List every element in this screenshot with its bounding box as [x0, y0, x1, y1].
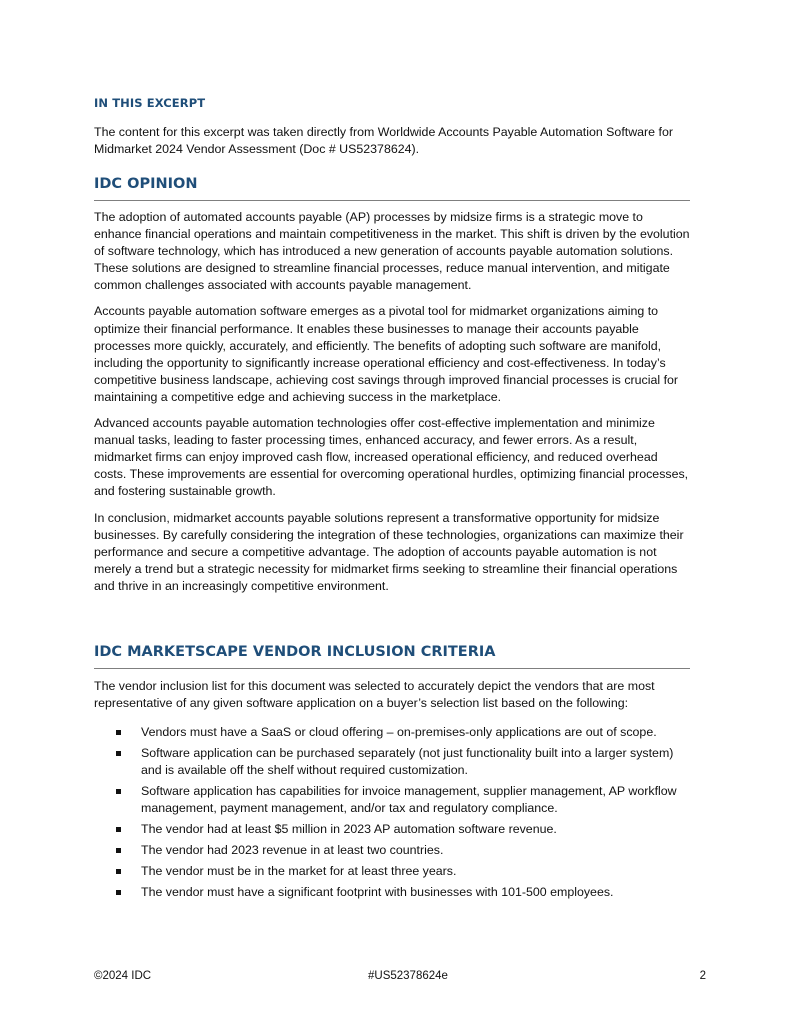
list-item-text: The vendor must be in the market for at least three years. — [141, 864, 457, 878]
list-item — [94, 884, 690, 901]
opinion-heading: IDC OPINION — [94, 176, 690, 201]
list-item-text: Software application has capabilities for invoice management, supplier management, AP workflow management, payment management, and/or tax and regulatory compliance. — [141, 784, 677, 815]
footer-page-number: 2 — [699, 970, 706, 982]
bullet-square-icon — [116, 890, 121, 895]
bullet-square-icon — [116, 869, 121, 874]
list-item-text: Vendors must have a SaaS or cloud offering – on-premises-only applications are out of scope. — [141, 725, 657, 739]
list-item-text: The vendor must have a significant footprint with businesses with 101-500 employees. — [141, 885, 614, 899]
opinion-paragraph: The adoption of automated accounts payable (AP) processes by midsize firms is a strategic move to enhance financial operations and maintain competitiveness in the market. This shift is driven by the evolution of software technology, which has introduced a new generation of accounts payable automation solutions. These solutions are designed to streamline financial processes, reduce manual intervention, and mitigate common challenges associated with accounts payable management. — [94, 210, 690, 293]
list-item-text: The vendor had at least $5 million in 2023 AP automation software revenue. — [141, 822, 557, 836]
excerpt-label: IN THIS EXCERPT — [94, 96, 206, 110]
criteria-intro-block — [94, 678, 690, 721]
criteria-intro: The vendor inclusion list for this document was selected to accurately depict the vendors that are most representative of any given software application on a buyer’s selection list based on the following: — [94, 679, 655, 711]
list-item-text: Software application can be purchased separately (not just functionality built into a larger system) and is available off the shelf without required customization. — [141, 746, 674, 777]
list-item — [94, 745, 690, 779]
bullet-square-icon — [116, 730, 121, 735]
list-item — [94, 842, 690, 859]
footer-copyright: ©2024 IDC — [94, 970, 152, 982]
list-item — [94, 821, 690, 838]
bullet-square-icon — [116, 789, 121, 794]
bullet-square-icon — [116, 827, 121, 832]
list-item-text: The vendor had 2023 revenue in at least two countries. — [141, 843, 444, 857]
list-item — [94, 783, 690, 817]
bullet-square-icon — [116, 848, 121, 853]
list-item — [94, 863, 690, 880]
opinion-paragraph: Advanced accounts payable automation technologies offer cost-effective implementation and minimize manual tasks, leading to faster processing times, enhanced accuracy, and fewer errors. As a result, midmarket firms can enjoy improved cash flow, increased operational efficiency, and reduced overhead costs. These improvements are essential for overcoming operational hurdles, optimizing financial processes, and fostering sustainable growth. — [94, 416, 689, 499]
bullet-square-icon — [116, 751, 121, 756]
excerpt-text: The content for this excerpt was taken directly from Worldwide Accounts Payable Automation Software for Midmarket 2024 Vendor Assessment (Doc # US52378624). — [94, 125, 673, 156]
criteria-heading: IDC MARKETSCAPE VENDOR INCLUSION CRITERIA — [94, 644, 690, 669]
opinion-paragraph: In conclusion, midmarket accounts payable solutions represent a transformative opportunity for midsize businesses. By carefully considering the integration of these technologies, organizations can maximize their performance and secure a competitive advantage. The adoption of accounts payable automation is not merely a trend but a strategic necessity for midmarket firms seeking to streamline their financial operations and thrive in an increasingly competitive environment. — [94, 510, 684, 593]
criteria-list — [94, 724, 690, 905]
opinion-body — [94, 209, 690, 604]
footer-doc-number: #US52378624e — [368, 970, 448, 982]
list-item — [94, 724, 690, 741]
opinion-paragraph: Accounts payable automation software emerges as a pivotal tool for midmarket organizations aiming to optimize their financial performance. It enables these businesses to manage their accounts payable processes more quickly, accurately, and efficiently. The benefits of adopting such software are manifold, including the opportunity to significantly increase operational efficiency and cost-effectiveness. In today’s competitive business landscape, achieving cost savings through improved financial processes is crucial for maintaining a competitive edge and achieving success in the marketplace. — [94, 304, 679, 404]
